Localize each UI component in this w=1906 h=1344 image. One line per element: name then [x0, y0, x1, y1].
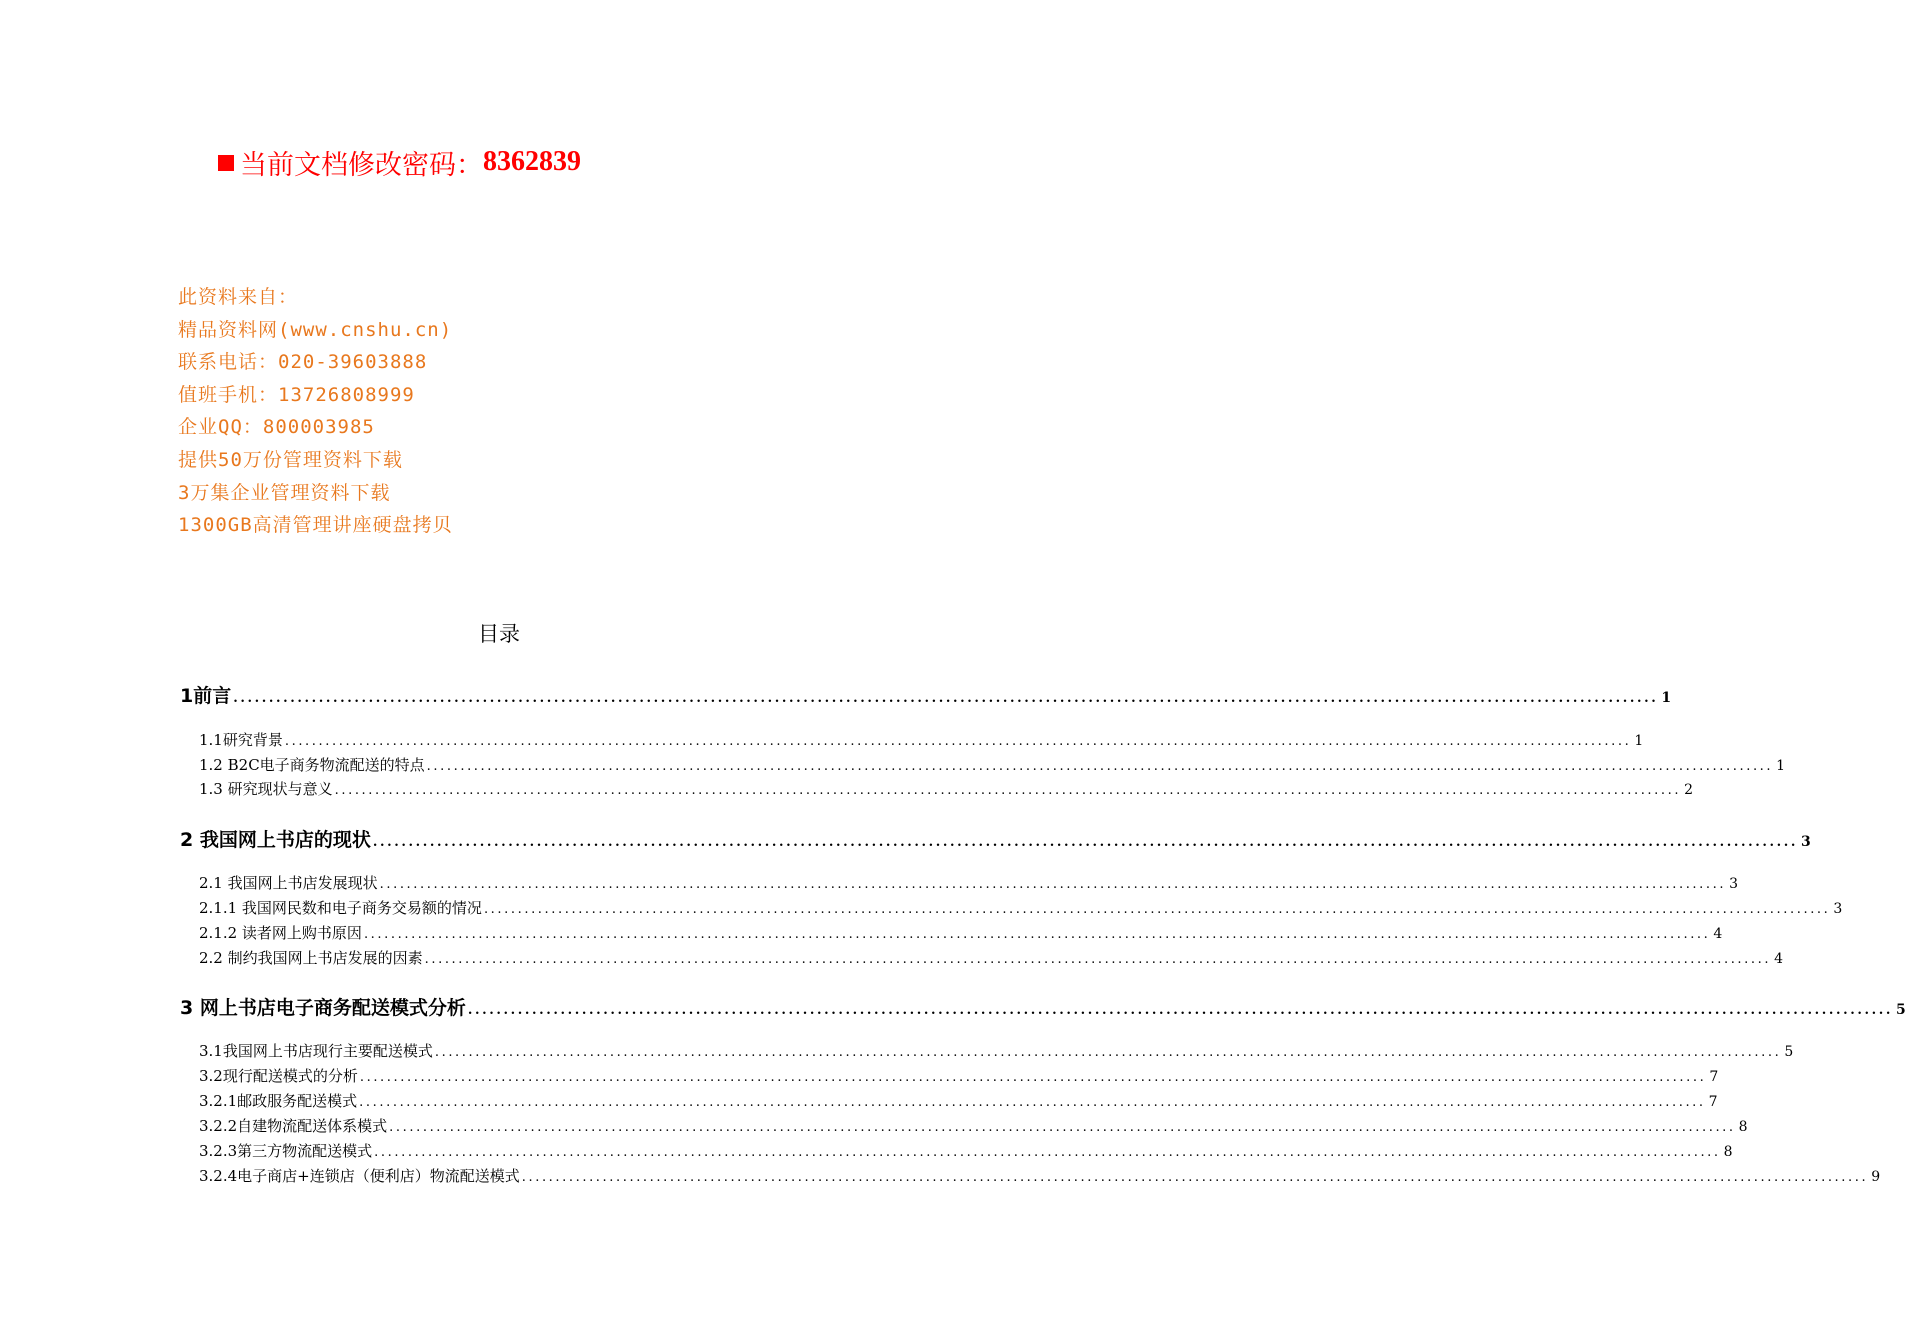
- toc-entry-title: 2 我国网上书店的现状: [180, 829, 371, 851]
- toc-leader: ........................................................................................................................................................................................................: [374, 1145, 1721, 1160]
- toc-entry-title: 3.2.2自建物流配送体系模式: [199, 1117, 388, 1135]
- toc-leader: ........................................................................................................................................................................................................: [467, 1003, 1894, 1018]
- toc-entry-title: 2.1.2 读者网上购书原因: [199, 924, 362, 942]
- toc-entry-title: 3.2.3第三方物流配送模式: [199, 1142, 373, 1160]
- password-label: 当前文档修改密码：: [240, 149, 483, 181]
- promo-line: 此资料来自：: [178, 286, 299, 308]
- toc-page-number: 7: [1709, 1069, 1719, 1085]
- red-square-icon: [218, 155, 234, 171]
- toc-entry[interactable]: [199, 1065, 1719, 1087]
- toc-entry[interactable]: [199, 1115, 1748, 1137]
- toc-page-number: 7: [1708, 1094, 1718, 1110]
- toc-title: 目录: [478, 622, 520, 646]
- toc-leader: ........................................................................................................................................................................................................: [284, 734, 1632, 749]
- toc-page-number: 8: [1738, 1119, 1748, 1135]
- toc-page-number: 1: [1634, 733, 1644, 749]
- toc-page-number: 3: [1801, 834, 1811, 850]
- toc-leader: ........................................................................................................................................................................................................: [521, 1170, 1869, 1185]
- toc-entry[interactable]: [199, 1040, 1794, 1062]
- toc-entry-title: 3.2.4电子商店+连锁店（便利店）物流配送模式: [199, 1167, 520, 1185]
- toc-entry[interactable]: [199, 778, 1694, 800]
- toc-entry-title: 3 网上书店电子商务配送模式分析: [180, 997, 466, 1019]
- toc-page-number: 5: [1896, 1002, 1906, 1018]
- toc-entry[interactable]: [199, 754, 1786, 776]
- toc-leader: ........................................................................................................................................................................................................: [379, 877, 1727, 892]
- toc-entry[interactable]: [199, 1090, 1718, 1112]
- toc-page-number: 2: [1684, 782, 1694, 798]
- toc-entry[interactable]: [199, 872, 1739, 894]
- toc-entry-title: 2.1.1 我国网民数和电子商务交易额的情况: [199, 899, 482, 917]
- promo-line: 值班手机：13726808999: [178, 383, 415, 406]
- toc-page-number: 8: [1723, 1144, 1733, 1160]
- promo-line: 企业QQ：800003985: [178, 416, 375, 439]
- toc-leader: ........................................................................................................................................................................................................: [363, 927, 1711, 942]
- toc-entry[interactable]: [180, 825, 1811, 851]
- toc-entry-title: 1.1研究背景: [199, 731, 283, 749]
- toc-page-number: 3: [1833, 901, 1843, 917]
- password-code: 8362839: [483, 146, 581, 177]
- password-notice: [218, 142, 581, 182]
- toc-entry[interactable]: [180, 993, 1906, 1019]
- toc-entry[interactable]: [199, 729, 1644, 751]
- toc-entry-title: 2.1 我国网上书店发展现状: [199, 874, 378, 892]
- toc-page-number: 3: [1729, 876, 1739, 892]
- toc-leader: ........................................................................................................................................................................................................: [434, 1045, 1782, 1060]
- toc-page-number: 9: [1871, 1169, 1881, 1185]
- promo-line: 联系电话：020-39603888: [178, 351, 428, 374]
- toc-leader: ........................................................................................................................................................................................................: [334, 783, 1682, 798]
- toc-entry-title: 1.2 B2C电子商务物流配送的特点: [199, 756, 425, 774]
- promo-line: 精品资料网(www.cnshu.cn): [178, 318, 453, 341]
- promo-block: [178, 281, 453, 542]
- toc-leader: ........................................................................................................................................................................................................: [424, 952, 1772, 967]
- toc-entry-title: 1.3 研究现状与意义: [199, 780, 333, 798]
- toc-leader: ........................................................................................................................................................................................................: [372, 835, 1799, 850]
- toc-leader: ........................................................................................................................................................................................................: [359, 1095, 1706, 1110]
- promo-line: 3万集企业管理资料下载: [178, 481, 391, 504]
- toc-page-number: 5: [1784, 1044, 1794, 1060]
- promo-line: 1300GB高清管理讲座硬盘拷贝: [178, 514, 453, 537]
- toc-entry[interactable]: [199, 1140, 1733, 1162]
- toc-entry[interactable]: [199, 947, 1784, 969]
- toc-page-number: 1: [1776, 758, 1786, 774]
- toc-entry-title: 3.2现行配送模式的分析: [199, 1067, 358, 1085]
- toc-leader: ........................................................................................................................................................................................................: [233, 691, 1659, 706]
- toc-entry-title: 3.2.1邮政服务配送模式: [199, 1092, 358, 1110]
- toc-entry-title: 1前言: [180, 685, 232, 707]
- toc-page-number: 4: [1774, 951, 1784, 967]
- toc-leader: ........................................................................................................................................................................................................: [426, 759, 1774, 774]
- toc-leader: ........................................................................................................................................................................................................: [359, 1070, 1707, 1085]
- toc-entry-title: 3.1我国网上书店现行主要配送模式: [199, 1042, 433, 1060]
- toc-entry[interactable]: [199, 897, 1843, 919]
- toc-page-number: 1: [1661, 690, 1672, 706]
- toc-leader: ........................................................................................................................................................................................................: [483, 902, 1831, 917]
- toc-entry[interactable]: [180, 681, 1672, 707]
- toc-entry[interactable]: [199, 1165, 1881, 1187]
- promo-line: 提供50万份管理资料下载: [178, 448, 403, 471]
- toc-entry-title: 2.2 制约我国网上书店发展的因素: [199, 949, 423, 967]
- toc-page-number: 4: [1713, 926, 1723, 942]
- toc-entry[interactable]: [199, 922, 1723, 944]
- toc-leader: ........................................................................................................................................................................................................: [389, 1120, 1736, 1135]
